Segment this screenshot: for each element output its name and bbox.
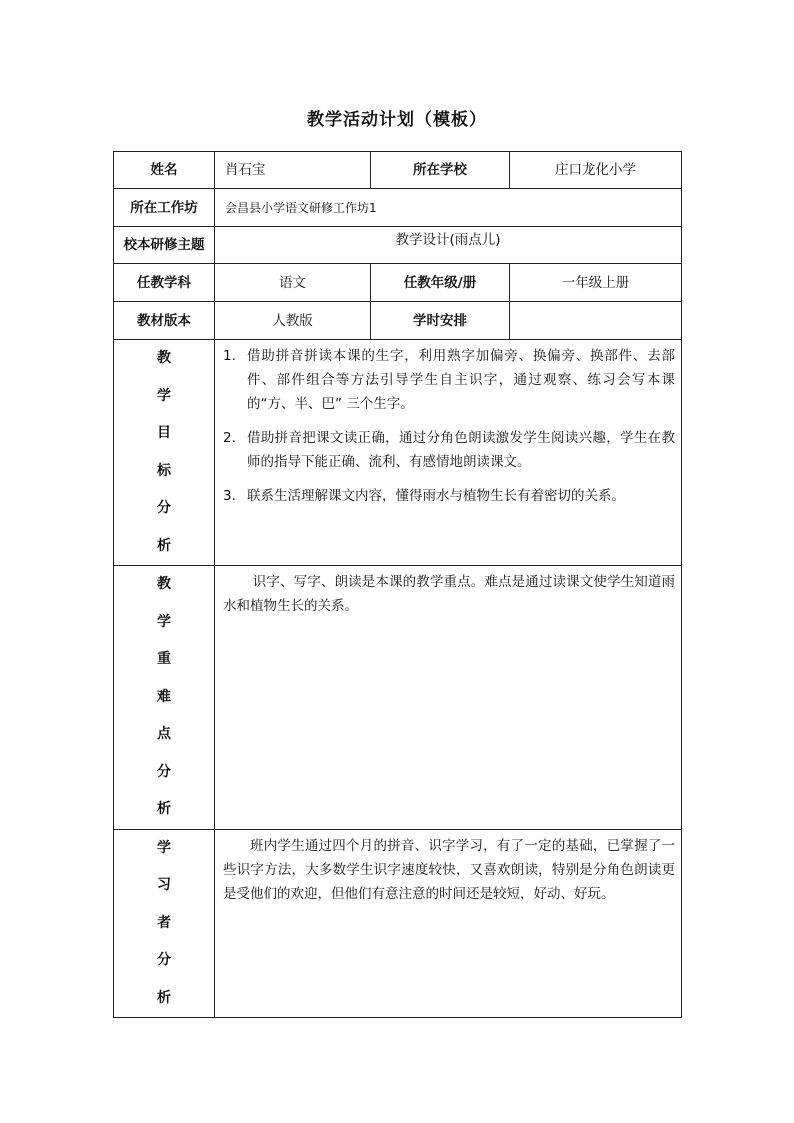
grade-value: 一年级上册 xyxy=(510,264,682,302)
edition-label: 教材版本 xyxy=(114,302,215,340)
key-points-label-char: 重 xyxy=(157,651,171,667)
key-points-label-char: 点 xyxy=(157,726,171,742)
learners-label-char: 习 xyxy=(157,877,171,893)
row-theme xyxy=(114,227,682,264)
goal-item xyxy=(223,426,675,474)
key-points-label-char: 分 xyxy=(157,763,171,780)
goal-text: 联系生活理解课文内容，懂得雨水与植物生长有着密切的关系。 xyxy=(247,488,625,504)
learners-label-char: 析 xyxy=(157,989,171,1006)
key-points-label-char: 难 xyxy=(157,688,171,705)
key-points-label xyxy=(114,566,215,830)
learners-label-char: 学 xyxy=(157,839,171,856)
key-points-text: 识字、写字、朗读是本课的教学重点。难点是通过读课文使学生知道雨水和植物生长的关系。 xyxy=(223,574,675,614)
edition-value: 人教版 xyxy=(215,302,371,340)
goals-label-char: 析 xyxy=(157,537,171,554)
name-value: 肖石宝 xyxy=(215,152,371,189)
goal-item xyxy=(223,344,675,416)
row-subject-grade xyxy=(114,264,682,302)
goal-item xyxy=(223,484,675,508)
key-points-content xyxy=(215,566,682,830)
subject-value: 语文 xyxy=(215,264,371,302)
learners-label-char: 者 xyxy=(157,914,171,931)
goal-number: 2. xyxy=(223,430,236,446)
learners-label-char: 分 xyxy=(157,952,171,968)
goal-number: 3. xyxy=(223,488,236,504)
learners-label xyxy=(114,829,215,1018)
school-label: 所在学校 xyxy=(371,152,510,189)
goals-label-char: 教 xyxy=(157,350,171,366)
workshop-value: 会昌县小学语文研修工作坊1 xyxy=(215,189,682,227)
school-value: 庄口龙化小学 xyxy=(510,152,682,189)
key-points-label-char: 教 xyxy=(157,576,171,592)
goal-number: 1. xyxy=(223,348,236,364)
goals-label-char: 分 xyxy=(157,500,171,516)
theme-value: 教学设计(雨点儿) xyxy=(215,227,682,264)
goals-label-char: 目 xyxy=(157,425,171,441)
workshop-label: 所在工作坊 xyxy=(114,189,215,227)
theme-label: 校本研修主题 xyxy=(114,227,215,264)
goals-label-char: 标 xyxy=(157,462,171,479)
goals-content xyxy=(215,340,682,566)
goals-label-char: 学 xyxy=(157,387,171,404)
row-key-points xyxy=(114,566,682,830)
learners-content xyxy=(215,829,682,1018)
row-workshop xyxy=(114,189,682,227)
goal-text: 借助拼音把课文读正确，通过分角色朗读激发学生阅读兴趣，学生在教师的指导下能正确、流利、有感情地朗读课文。 xyxy=(247,430,675,470)
document-title: 教学活动计划（模板） xyxy=(307,110,487,130)
row-learners xyxy=(114,829,682,1018)
key-points-label-char: 学 xyxy=(157,613,171,630)
learners-text: 班内学生通过四个月的拼音、识字学习，有了一定的基础，已掌握了一些识字方法，大多数学生识字速度较快，又喜欢朗读，特别是分角色朗读更是受他们的欢迎，但他们有意注意的时间还是较短，好动、好玩。 xyxy=(223,837,675,902)
goals-label xyxy=(114,340,215,566)
row-name-school xyxy=(114,152,682,189)
plan-table xyxy=(113,151,682,1018)
goal-text: 借助拼音拼读本课的生字，利用熟字加偏旁、换偏旁、换部件、去部件、部件组合等方法引导学生自主识字，通过观察、练习会写本课的“方、半、巴” 三个生字。 xyxy=(247,348,675,412)
subject-label: 任教学科 xyxy=(114,264,215,302)
key-points-label-char: 析 xyxy=(157,801,171,817)
hours-value xyxy=(510,302,682,340)
name-label: 姓名 xyxy=(114,152,215,189)
row-goals xyxy=(114,340,682,566)
row-edition-hours xyxy=(114,302,682,340)
hours-label: 学时安排 xyxy=(371,302,510,340)
grade-label: 任教年级/册 xyxy=(371,264,510,302)
